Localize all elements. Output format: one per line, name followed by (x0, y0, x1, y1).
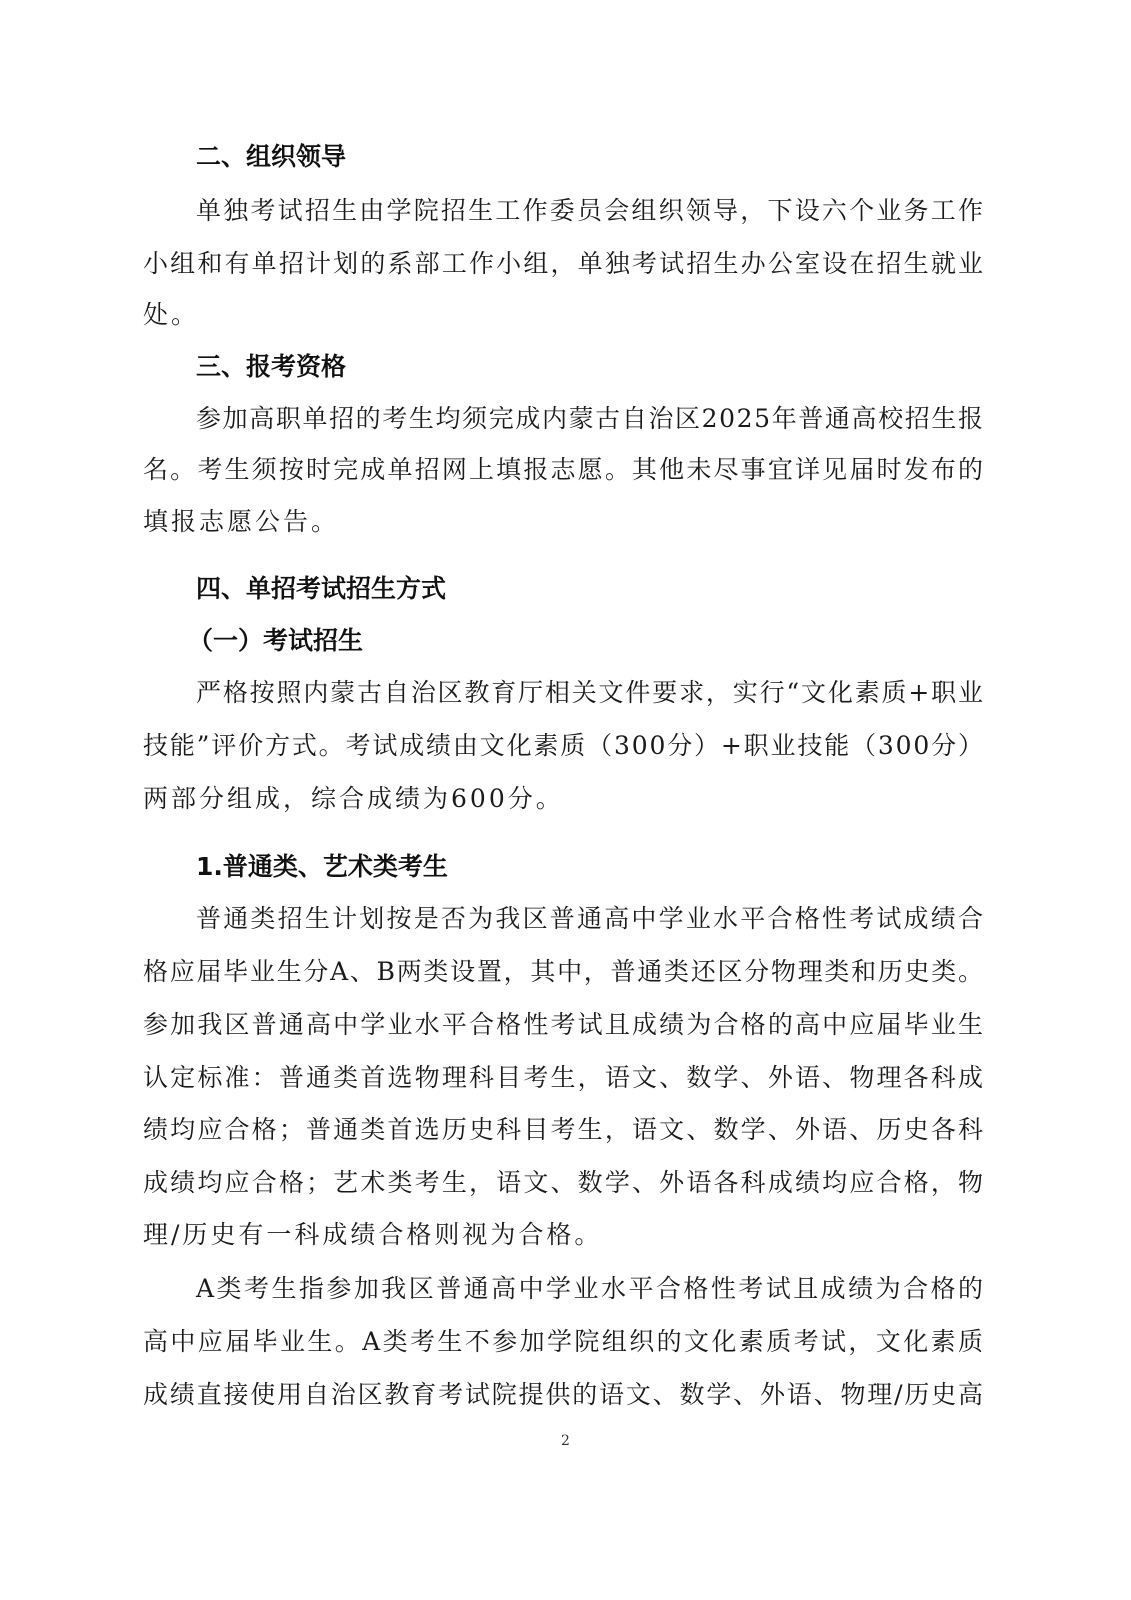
item-heading-general-art-candidates: 1.普通类、艺术类考生 (196, 852, 448, 881)
paragraph-line: 成绩直接使用自治区教育考试院提供的语文、数学、外语、物理/历史高 (143, 1380, 985, 1409)
section-heading-organization: 二、组织领导 (196, 142, 347, 171)
paragraph-line: 严格按照内蒙古自治区教育厅相关文件要求，实行“文化素质+职业 (196, 678, 985, 707)
paragraph-line: 填报志愿公告。 (143, 507, 340, 536)
paragraph-line: 小组和有单招计划的系部工作小组，单独考试招生办公室设在招生就业 (143, 249, 986, 278)
paragraph-line: 格应届毕业生分A、B两类设置，其中，普通类还区分物理类和历史类。 (143, 957, 985, 986)
section-heading-admission-method: 四、单招考试招生方式 (196, 574, 447, 603)
paragraph-line: 参加我区普通高中学业水平合格性考试且成绩为合格的高中应届毕业生 (143, 1010, 986, 1039)
paragraph-line: 处。 (143, 300, 200, 329)
paragraph-line: 高中应届毕业生。A类考生不参加学院组织的文化素质考试，文化素质 (143, 1327, 986, 1356)
paragraph-line: 普通类招生计划按是否为我区普通高中学业水平合格性考试成绩合 (196, 904, 986, 933)
paragraph-line: 参加高职单招的考生均须完成内蒙古自治区2025年普通高校招生报 (196, 404, 985, 433)
paragraph-line: 成绩均应合格；艺术类考生，语文、数学、外语各科成绩均应合格，物 (143, 1168, 986, 1197)
paragraph-line: 名。考生须按时完成单招网上填报志愿。其他未尽事宜详见届时发布的 (143, 455, 986, 484)
paragraph-line: 技能”评价方式。考试成绩由文化素质（300分）+职业技能（300分） (143, 731, 985, 760)
paragraph-line: 单独考试招生由学院招生工作委员会组织领导，下设六个业务工作 (196, 196, 986, 225)
paragraph-line: 认定标准：普通类首选物理科目考生，语文、数学、外语、物理各科成 (143, 1063, 986, 1092)
paragraph-line: 两部分组成，综合成绩为600分。 (143, 784, 564, 813)
paragraph-line: A类考生指参加我区普通高中学业水平合格性考试且成绩为合格的 (196, 1274, 986, 1303)
paragraph-line: 理/历史有一科成绩合格则视为合格。 (143, 1220, 603, 1249)
subsection-heading-exam-admission: （一）考试招生 (188, 626, 364, 655)
page-number: 2 (561, 1433, 570, 1449)
section-heading-qualification: 三、报考资格 (196, 352, 347, 381)
paragraph-line: 绩均应合格；普通类首选历史科目考生，语文、数学、外语、历史各科 (143, 1115, 986, 1144)
